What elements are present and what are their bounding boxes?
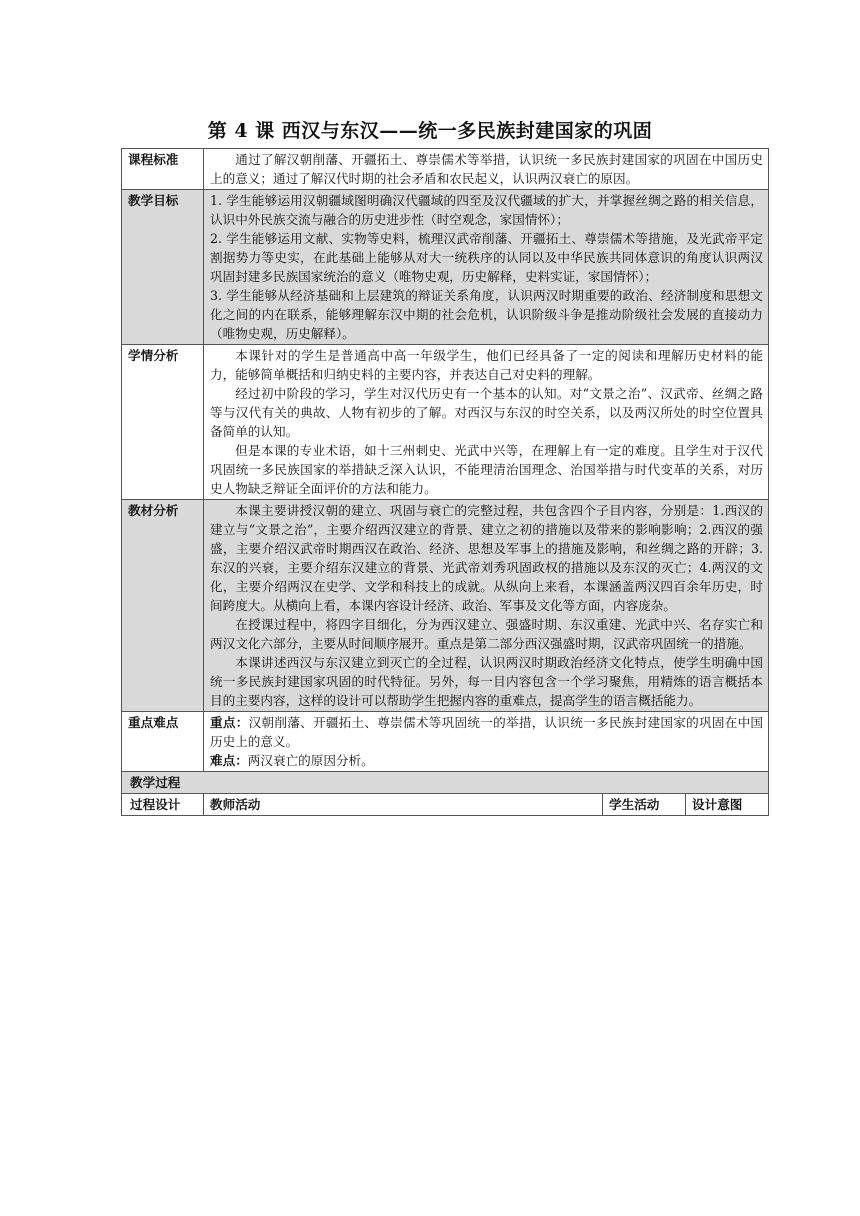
objective-item: 2. 学生能够运用文献、实物等史料，梳理汉武帝削藩、开疆拓土、尊崇儒术等措施，及光武帝平定割据势力等史实，在此基础上能够从对大一统秩序的认同以及中华民族共同体意识的角度认识两汉巩固封建多民族国家统治的意义（唯物史观，历史解释，史料实证，家国情怀）； bbox=[210, 231, 764, 284]
objective-item: 3. 学生能够从经济基础和上层建筑的辩证关系角度，认识两汉时期重要的政治、经济制度和思想文化之间的内在联系，能够理解东汉中期的社会危机，认识阶级斗争是推动阶级社会发展的直接动力（唯物史观，历史解释）。 bbox=[210, 288, 764, 341]
key-point-text: 汉朝削藩、开疆拓土、尊崇儒术等巩固统一的举措，认识统一多民族封建国家的巩固在中国历史上的意义。 bbox=[210, 715, 764, 749]
content-curriculum-standard bbox=[204, 149, 769, 190]
label-teaching-objectives: 教学目标 bbox=[122, 190, 204, 345]
row-curriculum-standard bbox=[122, 149, 769, 190]
row-key-difficult-points bbox=[122, 712, 769, 772]
column-header-process-design: 过程设计 bbox=[122, 794, 204, 816]
label-student-analysis: 学情分析 bbox=[122, 345, 204, 500]
paragraph: 本课讲述西汉与东汉建立到灭亡的全过程，认识两汉时期政治经济文化特点，使学生明确中国统一多民族封建国家巩固的时代特征。另外，每一目内容包含一个学习聚焦，用精炼的语言概括本目的主要内容，这样的设计可以帮助学生把握内容的重难点，提高学生的语言概括能力。 bbox=[210, 655, 764, 708]
content-textbook-analysis bbox=[204, 500, 769, 712]
content-teaching-objectives bbox=[204, 190, 769, 345]
content-student-analysis bbox=[204, 345, 769, 500]
row-teaching-process bbox=[122, 772, 769, 794]
lesson-plan-table bbox=[121, 148, 769, 816]
content-key-difficult-points bbox=[204, 712, 769, 772]
row-teaching-objectives bbox=[122, 190, 769, 345]
column-header-design-intent: 设计意图 bbox=[686, 794, 769, 816]
paragraph: 本课针对的学生是普通高中高一年级学生，他们已经具备了一定的阅读和理解历史材料的能力，能够简单概括和归纳史料的主要内容，并表达自己对史料的理解。 bbox=[210, 348, 764, 382]
teaching-process-heading: 教学过程 bbox=[122, 772, 769, 794]
label-curriculum-standard: 课程标准 bbox=[122, 149, 204, 190]
difficult-point-text: 两汉衰亡的原因分析。 bbox=[247, 753, 374, 768]
difficult-point bbox=[210, 751, 763, 770]
label-key-difficult-points: 重点难点 bbox=[122, 712, 204, 772]
paragraph: 经过初中阶段的学习，学生对汉代历史有一个基本的认知。对“文景之治”、汉武帝、丝绸之路等与汉代有关的典故、人物有初步的了解。对西汉与东汉的时空关系，以及两汉所处的时空位置具备简单的认知。 bbox=[210, 386, 764, 439]
paragraph: 在授课过程中，将四字目细化，分为西汉建立、强盛时期、东汉重建、光武中兴、名存实亡和两汉文化六部分，主要从时间顺序展开。重点是第二部分西汉强盛时期，汉武帝巩固统一的措施。 bbox=[210, 617, 764, 651]
objective-item: 1. 学生能够运用汉朝疆域图明确汉代疆域的四至及汉代疆域的扩大，并掌握丝绸之路的相关信息，认识中外民族交流与融合的历史进步性（时空观念，家国情怀）； bbox=[210, 193, 764, 227]
key-point bbox=[210, 713, 763, 751]
page-title: 第 4 课 西汉与东汉——统一多民族封建国家的巩固 bbox=[207, 120, 653, 142]
label-textbook-analysis: 教材分析 bbox=[122, 500, 204, 712]
difficult-point-label: 难点： bbox=[210, 753, 248, 768]
row-textbook-analysis bbox=[122, 500, 769, 712]
column-header-student-activity: 学生活动 bbox=[603, 794, 686, 816]
key-point-label: 重点： bbox=[210, 715, 249, 730]
column-header-teacher-activity: 教师活动 bbox=[204, 794, 603, 816]
paragraph: 本课主要讲授汉朝的建立、巩固与衰亡的完整过程，共包含四个子目内容，分别是：1.西汉的建立与“文景之治”，主要介绍西汉建立的背景、建立之初的措施以及带来的影响影响；2.西汉的强盛，主要介绍汉武帝时期西汉在政治、经济、思想及军事上的措施及影响，和丝绸之路的开辟；3.东汉的兴衰，主要介绍东汉建立的背景、光武帝刘秀巩固政权的措施以及东汉的灭亡；4.两汉的文化，主要介绍两汉在史学、文学和科技上的成就。从纵向上来看，本课涵盖两汉四百余年历史，时间跨度大。从横向上看，本课内容设计经济、政治、军事及文化等方面，内容庞杂。 bbox=[210, 503, 764, 613]
row-student-analysis bbox=[122, 345, 769, 500]
paragraph: 通过了解汉朝削藩、开疆拓土、尊崇儒术等举措，认识统一多民族封建国家的巩固在中国历史上的意义；通过了解汉代时期的社会矛盾和农民起义，认识两汉衰亡的原因。 bbox=[210, 152, 764, 186]
paragraph: 但是本课的专业术语，如十三州刺史、光武中兴等，在理解上有一定的难度。且学生对于汉代巩固统一多民族国家的举措缺乏深入认识，不能理清治国理念、治国举措与时代变革的关系，对历史人物缺乏辩证全面评价的方法和能力。 bbox=[210, 443, 764, 496]
row-process-columns bbox=[122, 794, 769, 816]
